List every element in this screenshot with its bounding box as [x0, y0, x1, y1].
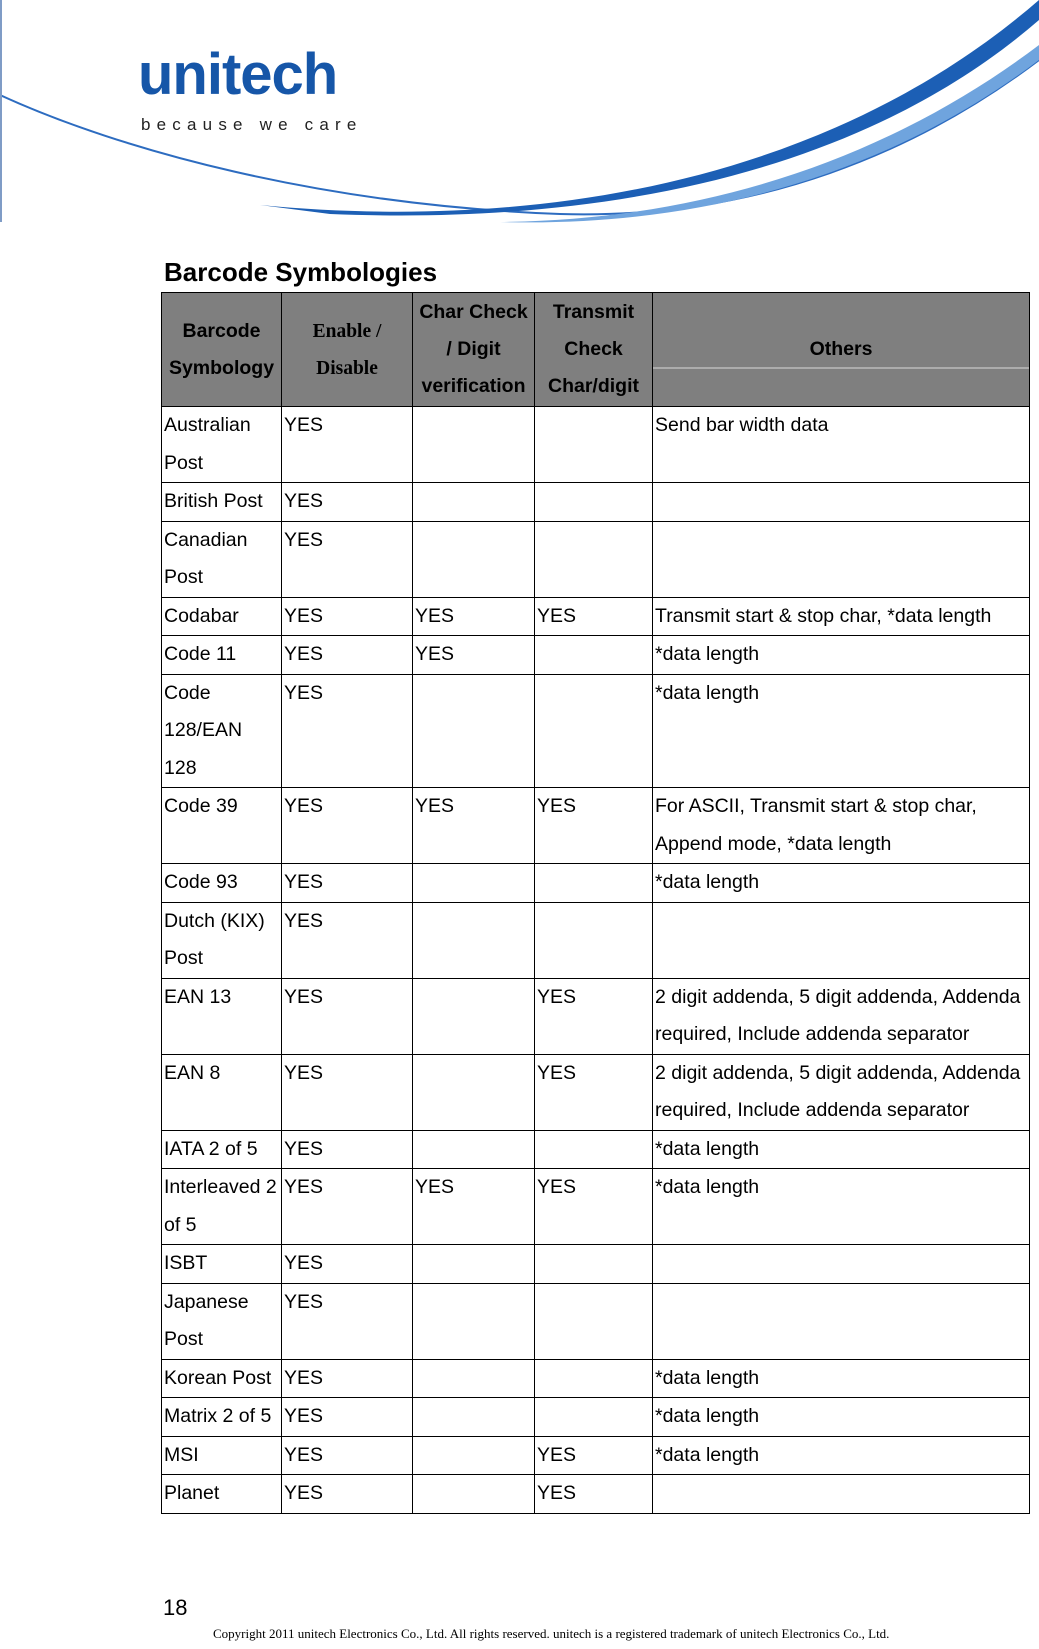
symbology-cell: ISBT — [162, 1245, 282, 1284]
char-check-cell — [413, 1475, 535, 1514]
enable-cell: YES — [282, 1130, 413, 1169]
table-row — [162, 483, 1030, 522]
symbology-cell: Korean Post — [162, 1359, 282, 1398]
char-check-cell — [413, 1054, 535, 1130]
others-cell: 2 digit addenda, 5 digit addenda, Addenda required, Include addenda separator — [653, 978, 1030, 1054]
table-row — [162, 1054, 1030, 1130]
enable-cell: YES — [282, 597, 413, 636]
char-check-cell: YES — [413, 636, 535, 675]
enable-cell: YES — [282, 1436, 413, 1475]
symbology-cell: Codabar — [162, 597, 282, 636]
transmit-cell — [535, 864, 653, 903]
table-row — [162, 1169, 1030, 1245]
others-cell: *data length — [653, 1359, 1030, 1398]
table-header — [162, 293, 1030, 407]
symbology-cell: Dutch (KIX) Post — [162, 902, 282, 978]
char-check-cell: YES — [413, 788, 535, 864]
symbology-cell: Japanese Post — [162, 1283, 282, 1359]
header-transmit-check: Transmit Check Char/digit — [535, 293, 653, 407]
enable-cell: YES — [282, 902, 413, 978]
others-cell: *data length — [653, 1398, 1030, 1437]
others-cell: *data length — [653, 1130, 1030, 1169]
symbology-cell: MSI — [162, 1436, 282, 1475]
others-cell — [653, 1283, 1030, 1359]
transmit-cell — [535, 1245, 653, 1284]
char-check-cell — [413, 407, 535, 483]
transmit-cell: YES — [535, 1436, 653, 1475]
others-cell: *data length — [653, 1169, 1030, 1245]
symbology-cell: Code 128/EAN 128 — [162, 674, 282, 788]
char-check-cell — [413, 1130, 535, 1169]
others-cell: 2 digit addenda, 5 digit addenda, Addenda required, Include addenda separator — [653, 1054, 1030, 1130]
transmit-cell — [535, 1359, 653, 1398]
transmit-cell: YES — [535, 1475, 653, 1514]
symbology-cell: Matrix 2 of 5 — [162, 1398, 282, 1437]
char-check-cell — [413, 1359, 535, 1398]
enable-cell: YES — [282, 636, 413, 675]
table-row — [162, 1475, 1030, 1514]
table-row — [162, 1359, 1030, 1398]
enable-cell: YES — [282, 1054, 413, 1130]
others-cell — [653, 483, 1030, 522]
char-check-cell — [413, 521, 535, 597]
swoosh-band — [260, 0, 1039, 215]
transmit-cell — [535, 1283, 653, 1359]
enable-cell: YES — [282, 788, 413, 864]
logo-tagline: because we care — [141, 115, 363, 134]
char-check-cell — [413, 1283, 535, 1359]
others-cell: *data length — [653, 674, 1030, 788]
char-check-cell — [413, 674, 535, 788]
symbology-cell: British Post — [162, 483, 282, 522]
enable-cell: YES — [282, 483, 413, 522]
symbology-cell: IATA 2 of 5 — [162, 1130, 282, 1169]
transmit-cell: YES — [535, 597, 653, 636]
others-cell — [653, 1245, 1030, 1284]
transmit-cell — [535, 521, 653, 597]
enable-cell: YES — [282, 674, 413, 788]
transmit-cell: YES — [535, 1169, 653, 1245]
char-check-cell: YES — [413, 597, 535, 636]
char-check-cell — [413, 1245, 535, 1284]
copyright-notice: Copyright 2011 unitech Electronics Co., Ltd. All rights reserved. unitech is a registered trademark of unitech Electronics Co., Ltd. — [213, 1626, 890, 1641]
others-cell: *data length — [653, 1436, 1030, 1475]
table-row — [162, 597, 1030, 636]
enable-cell: YES — [282, 864, 413, 903]
table-row — [162, 1436, 1030, 1475]
char-check-cell — [413, 978, 535, 1054]
table-row — [162, 636, 1030, 675]
table-row — [162, 1283, 1030, 1359]
enable-cell: YES — [282, 1475, 413, 1514]
transmit-cell — [535, 1130, 653, 1169]
transmit-cell — [535, 407, 653, 483]
symbology-cell: Code 93 — [162, 864, 282, 903]
others-cell: Send bar width data — [653, 407, 1030, 483]
enable-cell: YES — [282, 407, 413, 483]
others-cell: For ASCII, Transmit start & stop char, Append mode, *data length — [653, 788, 1030, 864]
unitech-logo: unitech — [138, 42, 338, 107]
section-title: Barcode Symbologies — [164, 257, 438, 287]
others-cell — [653, 1475, 1030, 1514]
others-cell — [653, 521, 1030, 597]
char-check-cell — [413, 483, 535, 522]
symbology-cell: Planet — [162, 1475, 282, 1514]
header-symbology: Barcode Symbology — [162, 293, 282, 407]
transmit-cell — [535, 674, 653, 788]
transmit-cell — [535, 483, 653, 522]
table-row — [162, 1130, 1030, 1169]
transmit-cell — [535, 902, 653, 978]
table-row — [162, 902, 1030, 978]
table-row — [162, 788, 1030, 864]
table-row — [162, 978, 1030, 1054]
symbology-cell: Code 11 — [162, 636, 282, 675]
char-check-cell — [413, 1436, 535, 1475]
page-number: 18 — [163, 1595, 188, 1620]
char-check-cell — [413, 864, 535, 903]
transmit-cell — [535, 1398, 653, 1437]
enable-cell: YES — [282, 1398, 413, 1437]
symbology-cell: Canadian Post — [162, 521, 282, 597]
transmit-cell — [535, 636, 653, 675]
others-cell: *data length — [653, 636, 1030, 675]
char-check-cell — [413, 902, 535, 978]
table-row — [162, 864, 1030, 903]
symbology-cell: Australian Post — [162, 407, 282, 483]
transmit-cell: YES — [535, 788, 653, 864]
transmit-cell: YES — [535, 978, 653, 1054]
symbology-cell: Interleaved 2 of 5 — [162, 1169, 282, 1245]
others-cell: Transmit start & stop char, *data length — [653, 597, 1030, 636]
symbology-cell: EAN 8 — [162, 1054, 282, 1130]
symbology-table — [161, 292, 1030, 1514]
others-cell — [653, 902, 1030, 978]
enable-cell: YES — [282, 1283, 413, 1359]
header-char-check: Char Check / Digit verification — [413, 293, 535, 407]
table-row — [162, 521, 1030, 597]
table-body — [162, 407, 1030, 1514]
char-check-cell: YES — [413, 1169, 535, 1245]
enable-cell: YES — [282, 1359, 413, 1398]
enable-cell: YES — [282, 521, 413, 597]
transmit-cell: YES — [535, 1054, 653, 1130]
enable-cell: YES — [282, 978, 413, 1054]
enable-cell: YES — [282, 1169, 413, 1245]
header-enable-disable: Enable / Disable — [282, 293, 413, 407]
symbology-cell: EAN 13 — [162, 978, 282, 1054]
table-row — [162, 1398, 1030, 1437]
header-others: Others — [653, 293, 1030, 407]
others-cell: *data length — [653, 864, 1030, 903]
symbology-cell: Code 39 — [162, 788, 282, 864]
table-row — [162, 674, 1030, 788]
table-row — [162, 407, 1030, 483]
enable-cell: YES — [282, 1245, 413, 1284]
table-row — [162, 1245, 1030, 1284]
char-check-cell — [413, 1398, 535, 1437]
